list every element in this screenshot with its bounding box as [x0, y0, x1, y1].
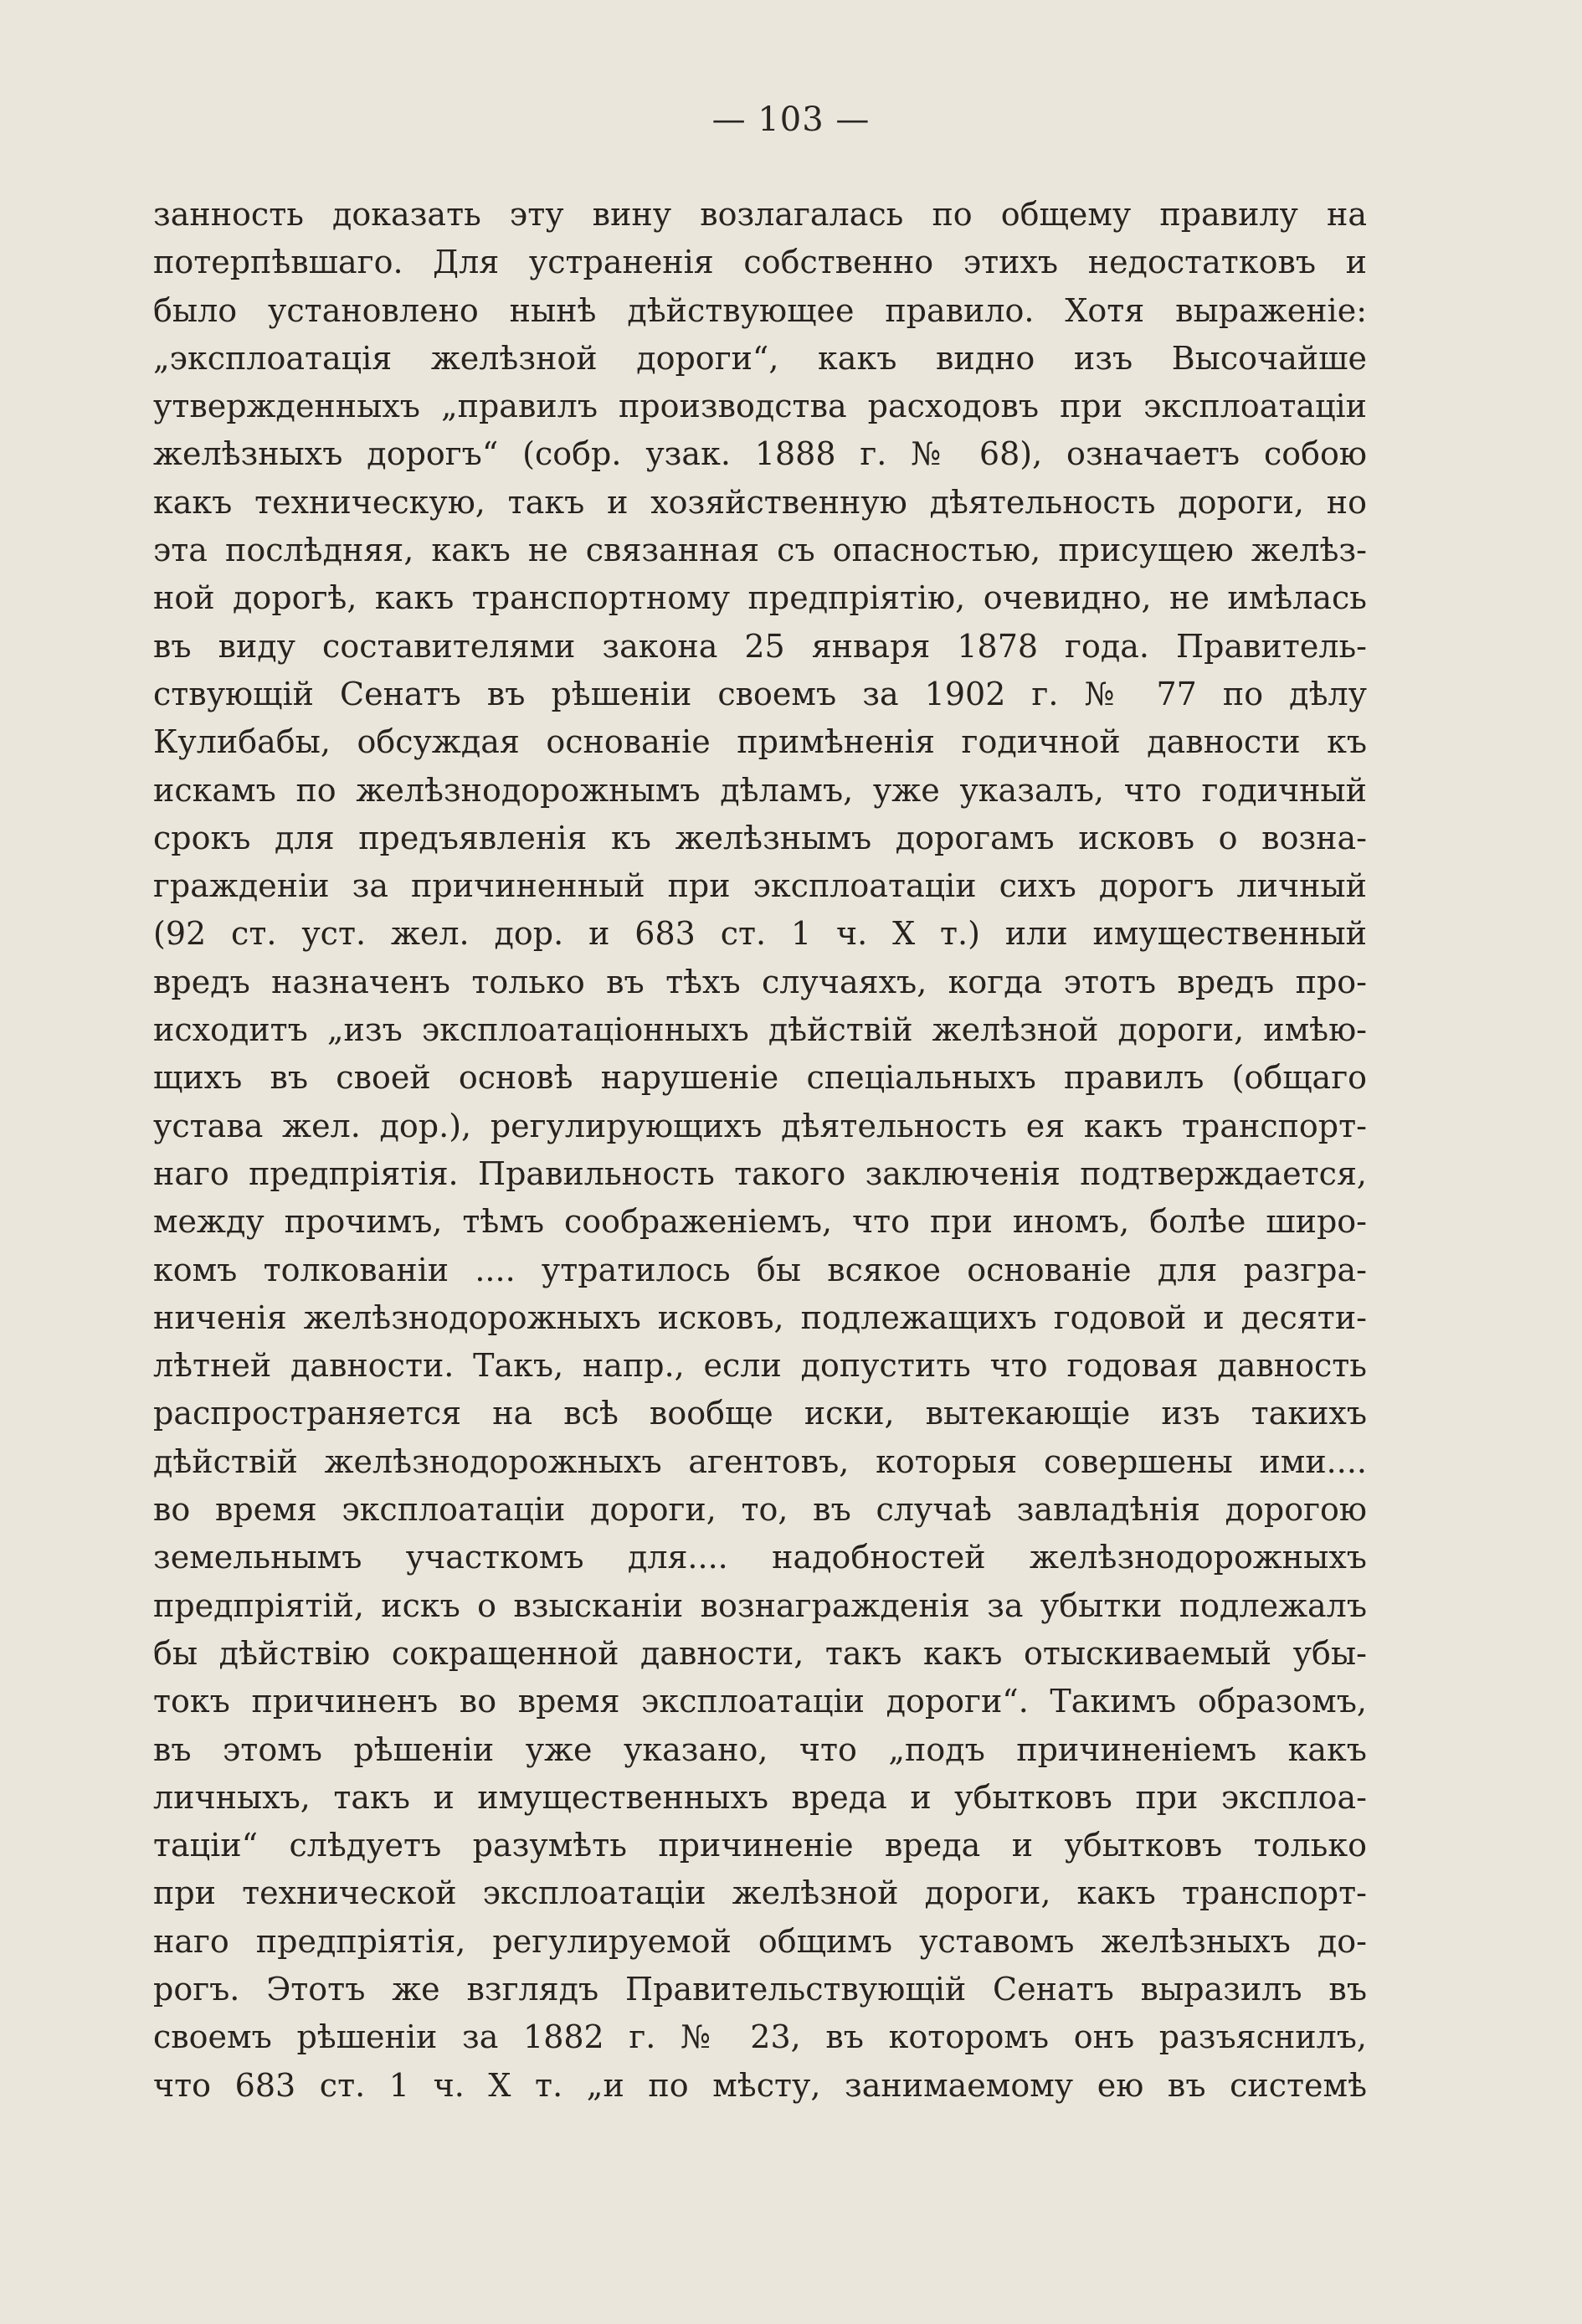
text-line: лѣтней давности. Такъ, напр., если допустить что годовая давность — [153, 1347, 1367, 1385]
text-line: распространяется на всѣ вообще иски, вытекающіе изъ такихъ — [153, 1395, 1367, 1432]
text-line: своемъ рѣшеніи за 1882 г. № 23, въ которомъ онъ разъяснилъ, — [153, 2018, 1367, 2056]
text-line: рогъ. Этотъ же взглядъ Правительствующій Сенатъ выразилъ въ — [153, 1970, 1367, 2008]
text-line: устава жел. дор.), регулирующихъ дѣятельность ея какъ транспорт- — [153, 1107, 1367, 1144]
text-line: личныхъ, такъ и имущественныхъ вреда и убытковъ при эксплоа- — [153, 1778, 1367, 1816]
text-line: наго предпріятія, регулируемой общимъ уставомъ желѣзныхъ до- — [153, 1922, 1367, 1960]
text-line: токъ причиненъ во время эксплоатаціи дороги“. Такимъ образомъ, — [153, 1683, 1367, 1720]
text-line: въ этомъ рѣшеніи уже указано, что „подъ причиненіемъ какъ — [153, 1730, 1367, 1768]
text-line: наго предпріятія. Правильность такого заключенія подтверждается, — [153, 1154, 1367, 1192]
text-line: вредъ назначенъ только въ тѣхъ случаяхъ, когда этотъ вредъ про- — [153, 963, 1367, 1000]
text-line: между прочимъ, тѣмъ соображеніемъ, что при иномъ, болѣе широ- — [153, 1203, 1367, 1241]
text-line: ниченія желѣзнодорожныхъ исковъ, подлежащихъ годовой и десяти- — [153, 1298, 1367, 1336]
text-line: исходитъ „изъ эксплоатаціонныхъ дѣйствій желѣзной дороги, имѣю- — [153, 1011, 1367, 1049]
text-line: было установлено нынѣ дѣйствующее правило. Хотя выраженіе: — [153, 291, 1367, 329]
text-line: „эксплоатація желѣзной дороги“, какъ видно изъ Высочайше — [153, 339, 1367, 377]
text-line: ной дорогѣ, какъ транспортному предпріятію, очевидно, не имѣлась — [153, 579, 1367, 617]
text-line: эта послѣдняя, какъ не связанная съ опасностью, присущею желѣз- — [153, 532, 1367, 569]
text-line: желѣзныхъ дорогъ“ (собр. узак. 1888 г. № 68), означаетъ собою — [153, 435, 1367, 473]
text-line: бы дѣйствію сокращенной давности, такъ какъ отыскиваемый убы- — [153, 1634, 1367, 1672]
text-line: ствующій Сенатъ въ рѣшеніи своемъ за 1902 г. № 77 по дѣлу — [153, 675, 1367, 712]
text-line: искамъ по желѣзнодорожнымъ дѣламъ, уже указалъ, что годичный — [153, 771, 1367, 809]
text-line: Кулибабы, обсуждая основаніе примѣненія годичной давности къ — [153, 723, 1367, 761]
text-line: во время эксплоатаціи дороги, то, въ случаѣ завладѣнія дорогою — [153, 1491, 1367, 1529]
text-line: что 683 ст. 1 ч. X т. „и по мѣсту, занимаемому ею въ системѣ — [153, 2066, 1367, 2104]
text-line: (92 ст. уст. жел. дор. и 683 ст. 1 ч. X т.) или имущественный — [153, 915, 1367, 953]
text-line: занность доказать эту вину возлагалась по общему правилу на — [153, 196, 1367, 233]
text-line: потерпѣвшаго. Для устраненія собственно этихъ недостатковъ и — [153, 244, 1367, 281]
text-line: какъ техническую, такъ и хозяйственную дѣятельность дороги, но — [153, 483, 1367, 521]
text-line: гражденіи за причиненный при эксплоатаціи сихъ дорогъ личный — [153, 867, 1367, 905]
text-line: дѣйствій желѣзнодорожныхъ агентовъ, которыя совершены ими.... — [153, 1442, 1367, 1480]
text-line: въ виду составителями закона 25 января 1878 года. Правитель- — [153, 627, 1367, 665]
text-line: при технической эксплоатаціи желѣзной дороги, какъ транспорт- — [153, 1874, 1367, 1912]
text-line: щихъ въ своей основѣ нарушеніе спеціальныхъ правилъ (общаго — [153, 1059, 1367, 1097]
text-line: утвержденныхъ „правилъ производства расходовъ при эксплоатаціи — [153, 388, 1367, 425]
text-line: срокъ для предъявленія къ желѣзнымъ дорогамъ исковъ о возна- — [153, 819, 1367, 856]
text-line: предпріятій, искъ о взысканіи вознагражденія за убытки подлежалъ — [153, 1586, 1367, 1624]
body-text — [153, 191, 1367, 2110]
page-number: — 103 — — [711, 100, 871, 139]
text-line: земельнымъ участкомъ для.... надобностей желѣзнодорожныхъ — [153, 1539, 1367, 1576]
text-line: комъ толкованіи .... утратилось бы всякое основаніе для разгра- — [153, 1251, 1367, 1288]
text-line: таціи“ слѣдуетъ разумѣть причиненіе вреда и убытковъ только — [153, 1827, 1367, 1864]
